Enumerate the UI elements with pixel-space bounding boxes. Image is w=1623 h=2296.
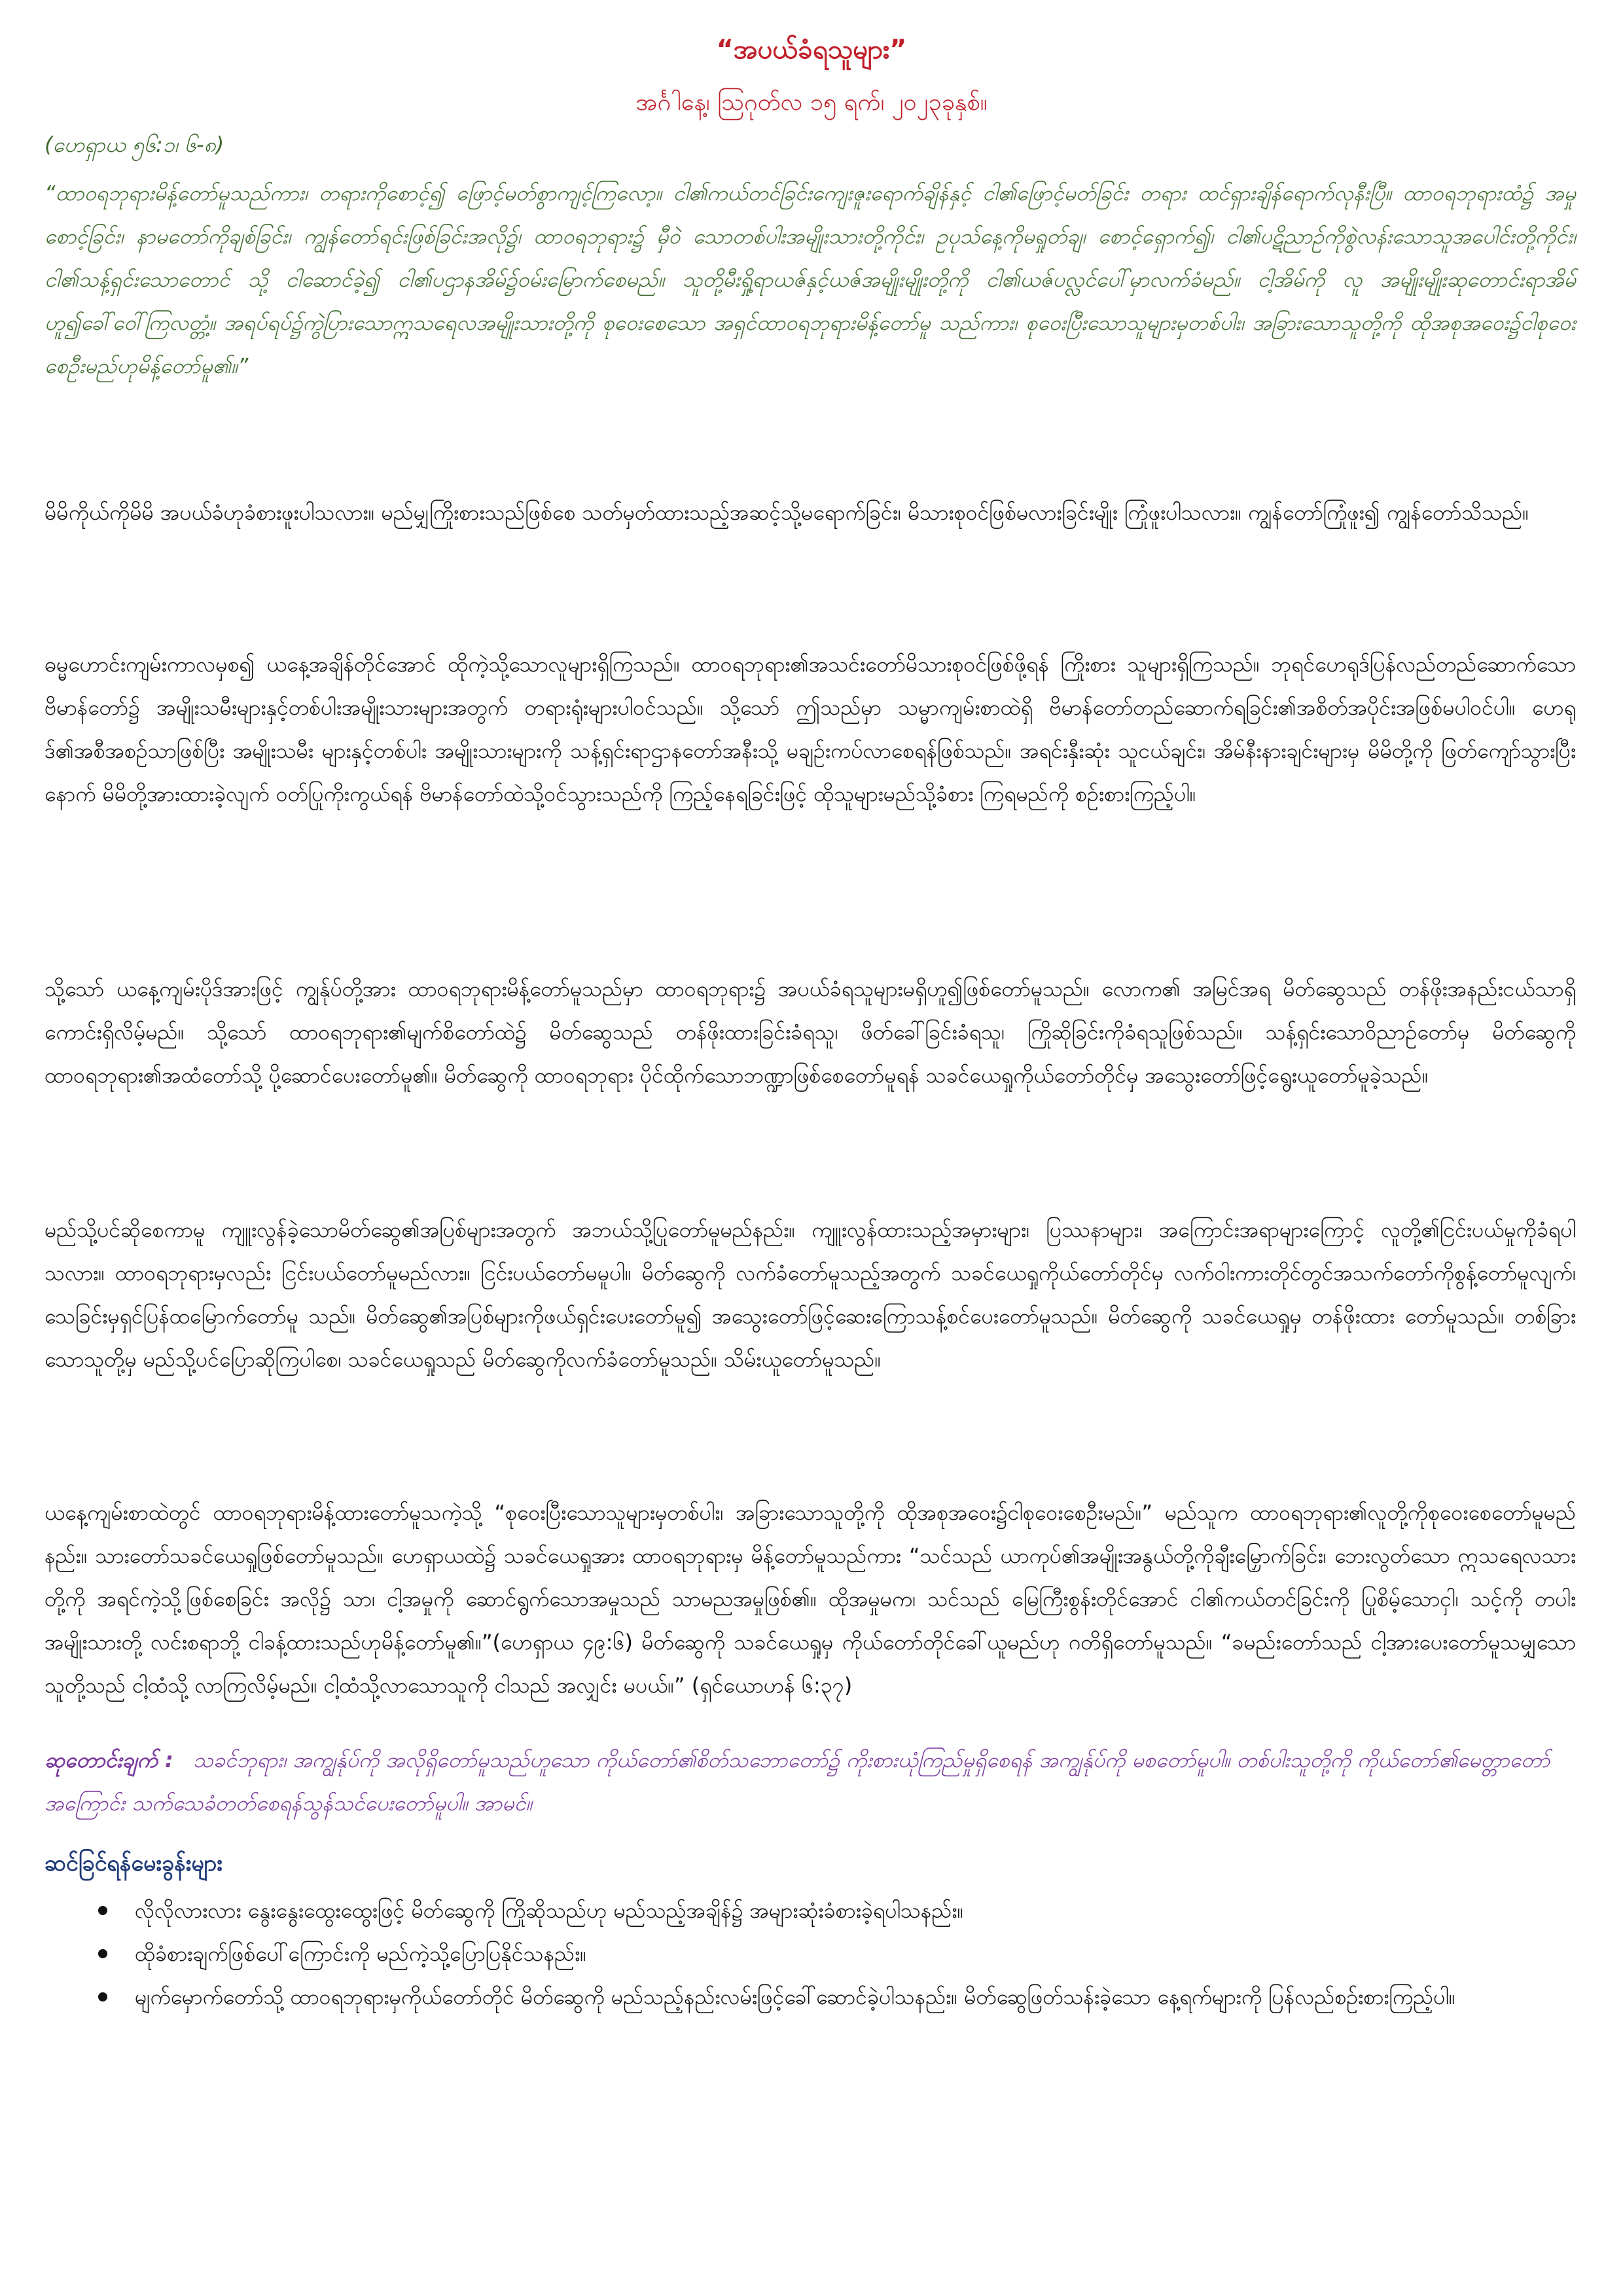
bullet-icon: [98, 1949, 107, 1958]
prayer-text: သခင်ဘုရား၊ အကျွန်ုပ်ကို အလိုရှိတော်မူသည်ဟူသော ကိုယ်တော်၏စိတ်သဘောတော်၌ ကိုးစားယုံကြည်မှုရှိစေရန် အကျွန်ုပ်ကို မစတော်မူပါ။ တစ်ပါးသူတို့ကို ကိုယ်တော်၏မေတ္တာတော်အကြောင်း သက်သေခံတတ်စေရန်သွန်သင်ပေးတော်မူပါ။ အာမင်။: [45, 1748, 1550, 1816]
paragraph-1: မိမိကိုယ်ကိုမိမိ အပယ်ခံဟုခံစားဖူးပါသလား။ မည်မျှကြိုးစားသည်ဖြစ်စေ သတ်မှတ်ထားသည့်အဆင့်သို့မရောက်ခြင်း၊ မိသားစုဝင်ဖြစ်မလားခြင်းမျိုး ကြုံဖူးပါသလား။ ကျွန်တော်ကြုံဖူး၍ ကျွန်တော်သိသည်။: [45, 500, 1529, 525]
page-title: “အပယ်ခံရသူများ”: [716, 35, 907, 65]
paragraph-4: မည်သို့ပင်ဆိုစေကာမူ ကျူးလွန်ခဲ့သောမိတ်ဆွေ၏အပြစ်များအတွက် အဘယ်သို့ပြုတော်မူမည်နည်း။ ကျူးလွန်ထားသည့်အမှားများ၊ ပြဿနာများ၊ အကြောင်းအရာများကြောင့် လူတို့၏ငြင်းပယ်မှုကိုခံရပါသလား။ ထာဝရဘုရားမှလည်း ငြင်းပယ်တော်မူမည်လား။ ငြင်းပယ်တော်မမူပါ။ မိတ်ဆွေကို လက်ခံတော်မူသည့်အတွက် သခင်ယေရှုကိုယ်တော်တိုင်မှ လက်ဝါးကားတိုင်တွင်အသက်တော်ကိုစွန့်တော်မူလျက်၊ သေခြင်းမှရှင်ပြန်ထမြောက်တော်မူ သည်။ မိတ်ဆွေ၏အပြစ်များကိုဖယ်ရှင်းပေးတော်မူ၍ အသွေးတော်ဖြင့်ဆေးကြောသန့်စင်ပေးတော်မူသည်။ မိတ်ဆွေကို သခင်ယေရှုမှ တန်ဖိုးထား တော်မူသည်။ တစ်ခြားသောသူတို့မှ မည်သို့ပင်ပြောဆိုကြပါစေ၊ သခင်ယေရှုသည် မိတ်ဆွေကိုလက်ခံတော်မူသည်။ သိမ်းယူတော်မူသည်။: [45, 1217, 1576, 1372]
question-text: ထိုခံစားချက်ဖြစ်ပေါ်ကြောင်းကို မည်ကဲ့သို့ပြောပြနိုင်သနည်း။: [135, 1941, 586, 1966]
paragraph-5: ယနေ့ကျမ်းစာထဲတွင် ထာဝရဘုရားမိန့်ထားတော်မူသကဲ့သို့ “စုဝေးပြီးသောသူများမှတစ်ပါး၊ အခြားသောသူတို့ကို ထိုအစုအဝေး၌ငါစုဝေးစေဦးမည်။” မည်သူက ထာဝရဘုရား၏လူတို့ကိုစုဝေးစေတော်မူမည်နည်း။ သားတော်သခင်ယေရှုဖြစ်တော်မူသည်။ ဟေရှာယထဲ၌ သခင်ယေရှုအား ထာဝရဘုရားမှ မိန့်တော်မူသည်ကား “သင်သည် ယာကုပ်၏အမျိုးအနွယ်တို့ကိုချီးမြှောက်ခြင်း၊ ဘေးလွတ်သော ဣသရေလသားတို့ကို အရင်ကဲ့သို့ဖြစ်စေခြင်း အလို၌ သာ၊ ငါ့အမှုကို ဆောင်ရွက်သောအမှုသည် သာမညအမှုဖြစ်၏။ ထိုအမှုမက၊ သင်သည် မြေကြီးစွန်းတိုင်အောင် ငါ၏ကယ်တင်ခြင်းကို ပြုစိမ့်သောငှါ၊ သင့်ကို တပါးအမျိုးသားတို့ လင်းစရာဘို့ ငါခန့်ထားသည်ဟုမိန့်တော်မူ၏။”(ဟေရှာယ ၄၉:၆) မိတ်ဆွေကို သခင်ယေရှုမှ ကိုယ်တော်တိုင်ခေါ်ယူမည်ဟု ဂတိရှိတော်မူသည်။ “ခမည်းတော်သည် ငါ့အားပေးတော်မူသမျှသောသူတို့သည် ငါ့ထံသို့ လာကြလိမ့်မည်။ ငါ့ထံသို့လာသောသူကို ငါသည် အလျှင်း မပယ်။” (ရှင်ယောဟန် ၆:၃၇): [45, 1500, 1576, 1698]
date-line: အင်္ဂါနေ့၊ ဩဂုတ်လ ၁၅ ရက်၊ ၂၀၂၃ခုနှစ်။: [635, 89, 988, 116]
question-item: [98, 1975, 1577, 2018]
bullet-icon: [98, 1906, 107, 1915]
question-item: [98, 1932, 1577, 1975]
prayer-block: [45, 1738, 1576, 1825]
question-text: လိုလိုလားလား နွေးနွေးထွေးထွေးဖြင့် မိတ်ဆွေကို ကြိုဆိုသည်ဟု မည်သည့်အချိန်၌ အများဆုံးခံစားခဲ့ရပါသနည်း။: [135, 1898, 964, 1923]
bullet-icon: [98, 1992, 107, 2001]
paragraph-3: သို့သော် ယနေ့ကျမ်းပိုဒ်အားဖြင့် ကျွန်ုပ်တို့အား ထာဝရဘုရားမိန့်တော်မူသည်မှာ ထာဝရဘုရား၌ အပယ်ခံရသူများမရှိဟူ၍ဖြစ်တော်မူသည်။ လောက၏ အမြင်အရ မိတ်ဆွေသည် တန်ဖိုးအနည်းငယ်သာရှိကောင်းရှိလိမ့်မည်။ သို့သော် ထာဝရဘုရား၏မျက်စိတော်ထဲ၌ မိတ်ဆွေသည် တန်ဖိုးထားခြင်းခံရသူ၊ ဖိတ်ခေါ်ခြင်းခံရသူ၊ ကြိုဆိုခြင်းကိုခံရသူဖြစ်သည်။ သန့်ရှင်းသောဝိညာဉ်တော်မှ မိတ်ဆွေကိုထာဝရဘုရား၏အထံတော်သို့ ပို့ဆောင်ပေးတော်မူ၏။ မိတ်ဆွေကို ထာဝရဘုရား ပိုင်ထိုက်သောဘဏ္ဍာဖြစ်စေတော်မူရန် သခင်ယေရှုကိုယ်တော်တိုင်မှ အသွေးတော်ဖြင့်ရွေးယူတော်မူခဲ့သည်။: [45, 977, 1576, 1088]
questions-heading: ဆင်ခြင်ရန်မေးခွန်းများ: [45, 1850, 223, 1876]
scripture-reference: (ဟေရှာယ ၅၆:၁၊ ၆-၈): [45, 132, 224, 157]
question-text: မျက်မှောက်တော်သို့ ထာဝရဘုရားမှကိုယ်တော်တိုင် မိတ်ဆွေကို မည်သည့်နည်းလမ်းဖြင့်ခေါ်ဆောင်ခဲ့ပါသနည်း။ မိတ်ဆွေဖြတ်သန်းခဲ့သော နေ့ရက်များကို ပြန်လည်စဉ်းစားကြည့်ပါ။: [135, 1984, 1455, 2009]
paragraph-2: ဓမ္မဟောင်းကျမ်းကာလမှစ၍ ယနေ့အချိန်တိုင်အောင် ထိုကဲ့သို့သောလူများရှိကြသည်။ ထာဝရဘုရား၏အသင်းတော်မိသားစုဝင်ဖြစ်ဖို့ရန် ကြိုးစား သူများရှိကြသည်။ ဘုရင်ဟေရုဒ်ပြန်လည်တည်ဆောက်သောဗိမာန်တော်၌ အမျိုးသမီးများနှင့်တစ်ပါးအမျိုးသားများအတွက် တရားရုံးများပါဝင်သည်။ သို့သော် ဤသည်မှာ သမ္မာကျမ်းစာထဲရှိ ဗိမာန်တော်တည်ဆောက်ရခြင်း၏အစိတ်အပိုင်းအဖြစ်မပါဝင်ပါ။ ဟေရုဒ်၏အစီအစဉ်သာဖြစ်ပြီး အမျိုးသမီး များနှင့်တစ်ပါး အမျိုးသားများကို သန့်ရှင်းရာဌာနတော်အနီးသို့ မချဉ်းကပ်လာစေရန်ဖြစ်သည်။ အရင်းနှီးဆုံး သူငယ်ချင်း၊ အိမ်နီးနားချင်းများမှ မိမိတို့ကို ဖြတ်ကျော်သွားပြီးနောက် မိမိတို့အားထားခဲ့လျက် ဝတ်ပြုကိုးကွယ်ရန် ဗိမာန်တော်ထဲသို့ဝင်သွားသည်ကို ကြည့်နေရခြင်းဖြင့် ထိုသူများမည်သို့ခံစား ကြရမည်ကို စဉ်းစားကြည့်ပါ။: [45, 652, 1577, 806]
prayer-label: ဆုတောင်းချက် :: [45, 1748, 173, 1772]
scripture-verse: “ထာဝရဘုရားမိန့်တော်မူသည်ကား၊ တရားကိုစောင့်၍ ဖြောင့်မတ်စွာကျင့်ကြလော့။ ငါ၏ကယ်တင်ခြင်းကျေးဇူးရောက်ချိန်နှင့် ငါ၏ဖြောင့်မတ်ခြင်း တရား ထင်ရှားချိန်ရောက်လုနီးပြီ။ ထာဝရဘုရားထံ၌ အမှုစောင့်ခြင်း၊ နာမတော်ကိုချစ်ခြင်း၊ ကျွန်တော်ရင်းဖြစ်ခြင်းအလို၌၊ ထာဝရဘုရား၌ မှီဝဲ သောတစ်ပါးအမျိုးသားတို့ကိုင်း၊ ဥပုသ်နေ့ကိုမရှုတ်ချ၊ စောင့်ရှောက်၍၊ ငါ၏ပဋိညာဉ်ကိုစွဲလန်းသောသူအပေါင်းတို့ကိုင်း၊ ငါ၏သန့်ရှင်းသောတောင် သို့ ငါဆောင်ခဲ့၍ ငါ၏ပဌာနအိမ်၌ဝမ်းမြောက်စေမည်။ သူတို့မီးရှို့ရာယဇ်နှင့်ယဇ်အမျိုးမျိုးတို့ကို ငါ၏ယဇ်ပလ္လင်ပေါ်မှာလက်ခံမည်။ ငါ့အိမ်ကို လူ အမျိုးမျိုးဆုတောင်းရာအိမ်ဟူ၍ခေါ်ဝေါ်ကြလတ္တံ့။ အရပ်ရပ်၌ကွဲပြားသောဣသရေလအမျိုးသားတို့ကို စုဝေးစေသော အရှင်ထာဝရဘုရားမိန့်တော်မူ သည်ကား၊ စုဝေးပြီးသောသူများမှတစ်ပါး၊ အခြားသောသူတို့ကို ထိုအစုအဝေး၌ငါစုဝေးစေဦးမည်ဟုမိန့်တော်မူ၏။”: [45, 181, 1576, 378]
questions-list: [98, 1889, 1577, 2018]
question-item: [98, 1889, 1577, 1932]
